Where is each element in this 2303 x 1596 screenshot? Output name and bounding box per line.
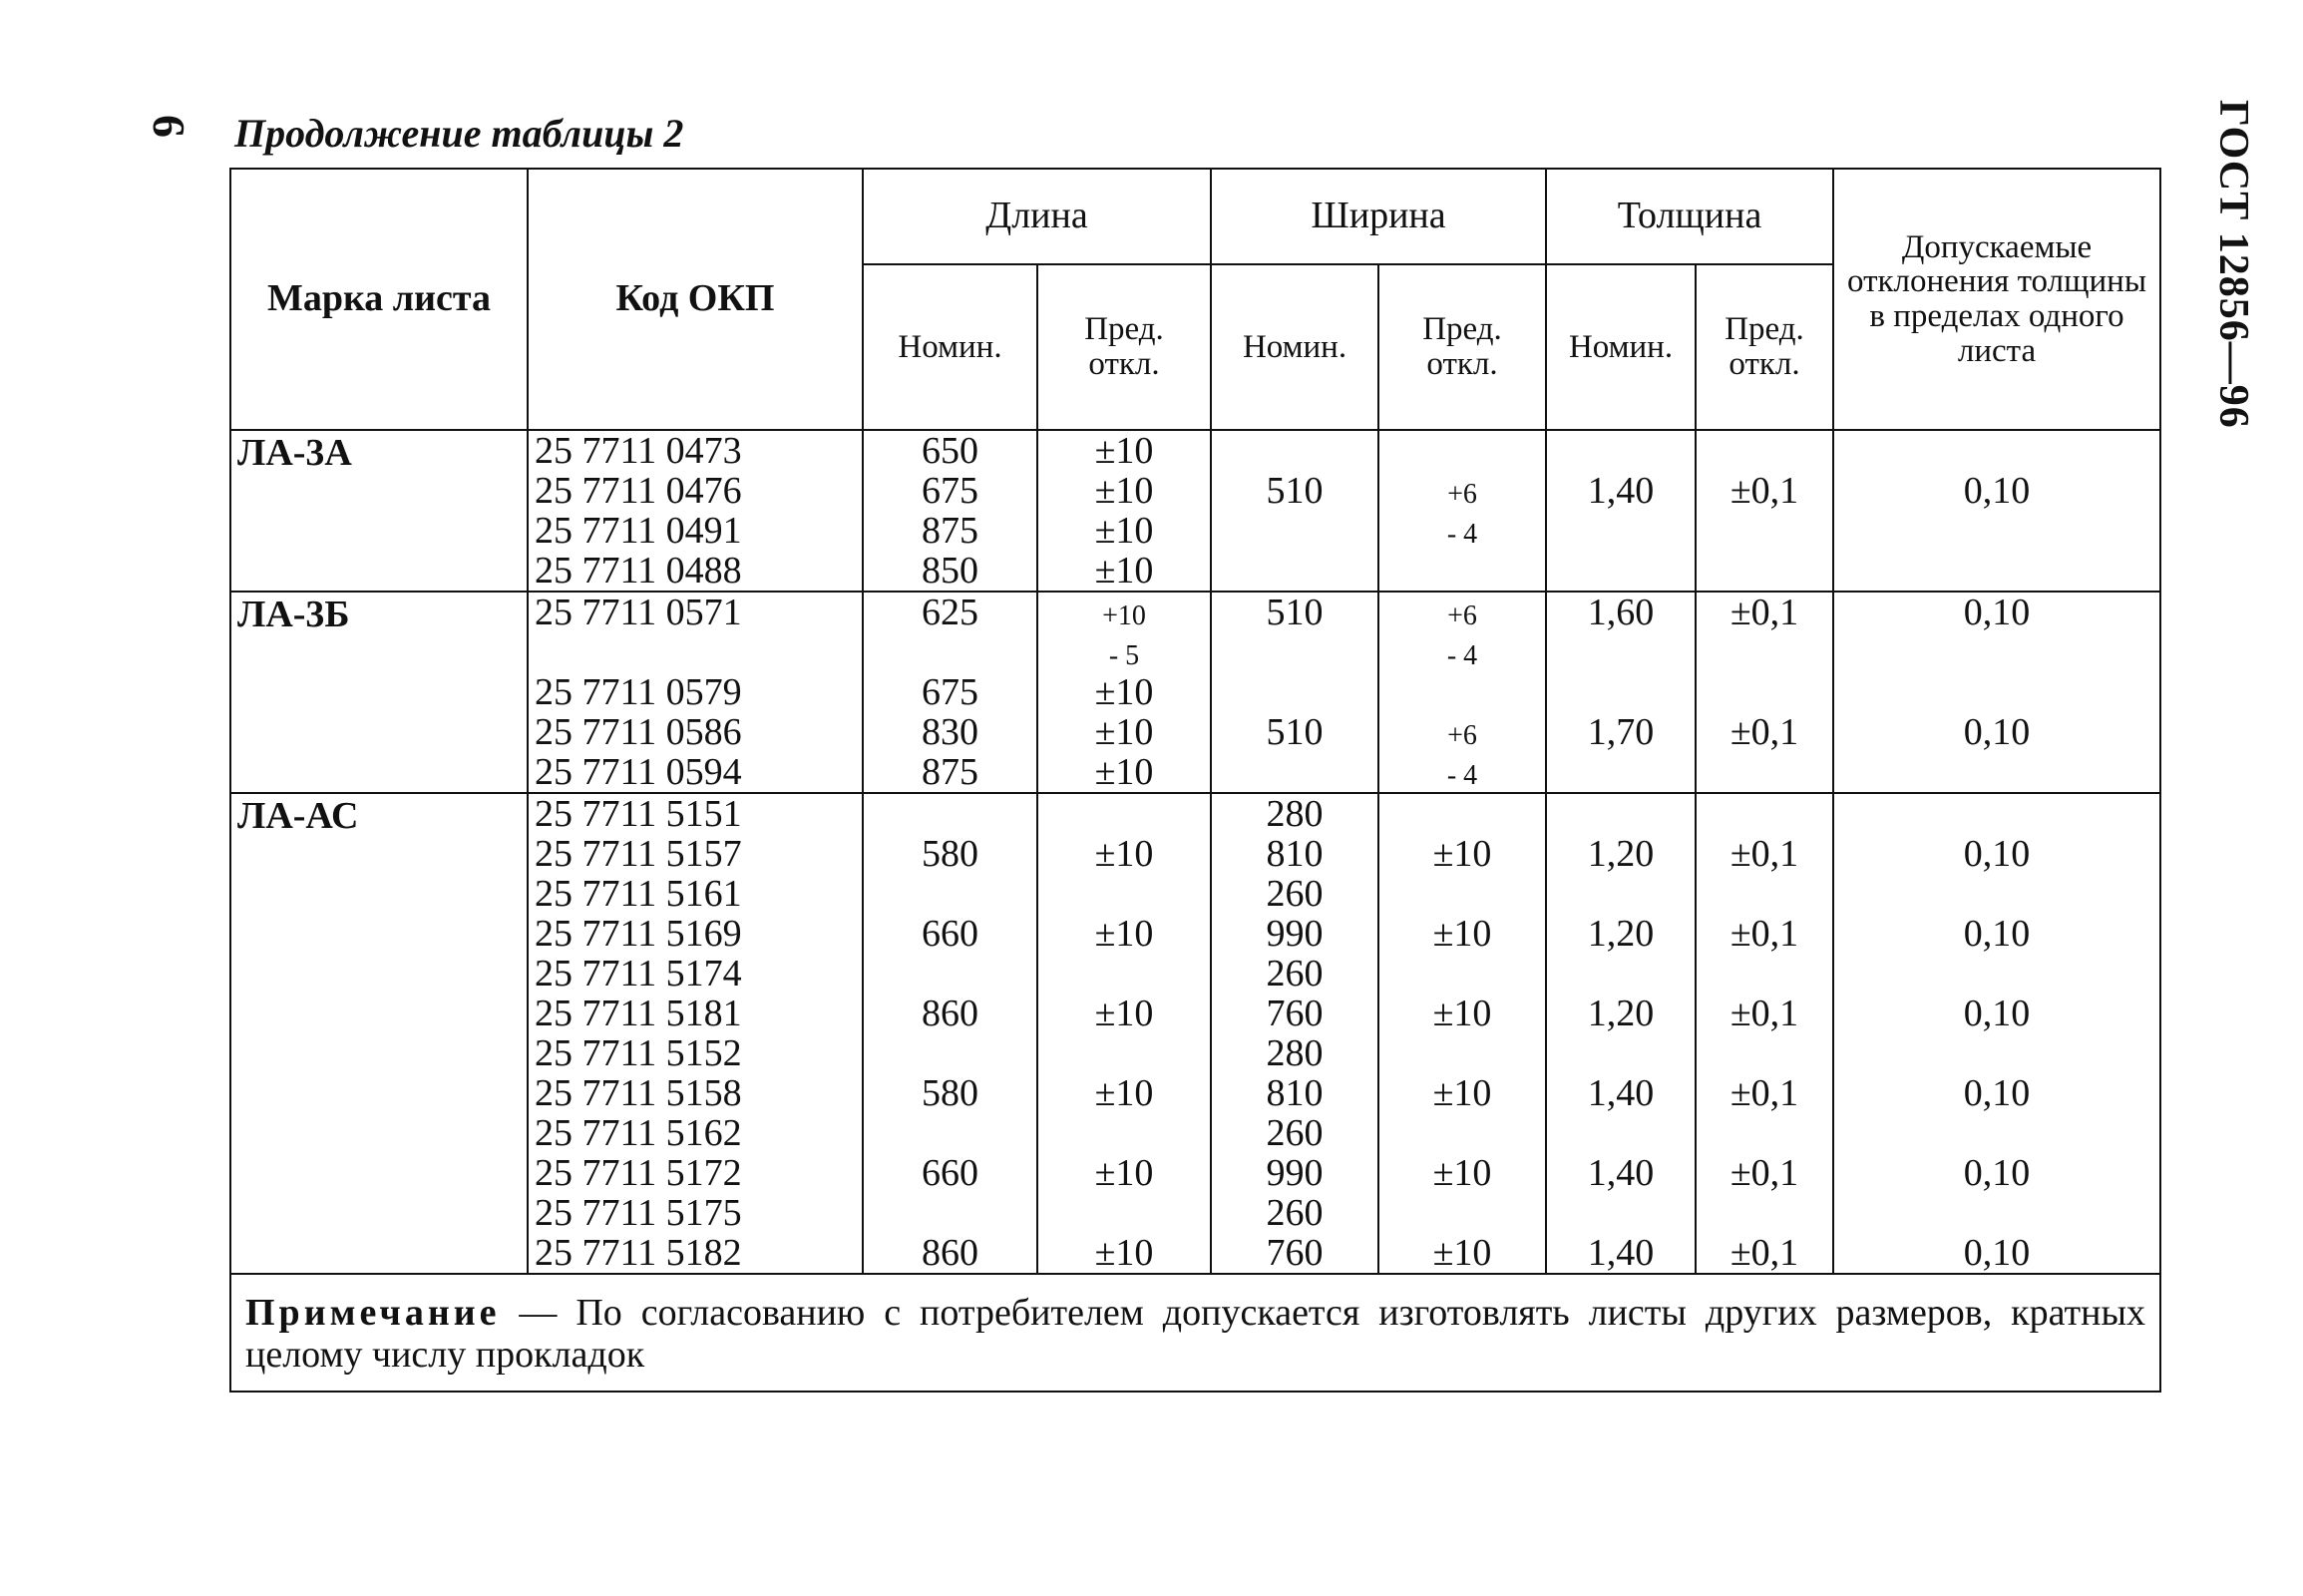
header-tolerance-line1: Пред. [1422, 311, 1502, 348]
length-tolerance: ±10 [1094, 430, 1154, 472]
okp-code: 25 7711 0571 [535, 592, 742, 633]
thickness-tolerance-cell [1696, 793, 1833, 1274]
length-nominal [870, 874, 1030, 914]
thickness-deviation: 0,10 [1963, 1232, 2031, 1274]
thickness-deviation [1840, 511, 2153, 551]
length-nominal: 850 [922, 550, 978, 592]
header-tolerance-line2: откл. [1088, 346, 1160, 382]
length-nominal: 580 [922, 1072, 978, 1114]
width-nominal: 990 [1266, 1152, 1324, 1194]
width-nominal: 810 [1266, 833, 1324, 875]
thickness-nominal [1553, 431, 1689, 471]
thickness-tolerance [1703, 752, 1826, 792]
thickness-nominal-cell [1546, 430, 1696, 592]
grade-cell: ЛА-3Б [230, 592, 528, 793]
table-row [230, 592, 2160, 793]
thickness-nominal [1553, 954, 1689, 994]
length-nominal: 675 [922, 671, 978, 713]
thickness-nominal [1553, 672, 1689, 712]
thickness-tolerance [1703, 874, 1826, 914]
header-width-nominal: Номин. [1211, 264, 1378, 430]
okp-code: 25 7711 5158 [535, 1072, 742, 1114]
okp-code-cell [528, 592, 863, 793]
thickness-deviation: 0,10 [1963, 1152, 2031, 1194]
width-nominal: 760 [1266, 1232, 1324, 1274]
length-nominal [870, 632, 1030, 672]
length-tolerance: ±10 [1094, 711, 1154, 753]
thickness-deviation-cell [1833, 793, 2160, 1274]
width-tolerance [1385, 874, 1539, 914]
header-tolerance-line2: откл. [1426, 346, 1498, 382]
tolerance-value: +6 [1447, 720, 1477, 751]
length-nominal: 875 [922, 510, 978, 552]
length-tolerance: ±10 [1094, 751, 1154, 793]
okp-code: 25 7711 0491 [535, 510, 742, 552]
header-tolerance-line1: Пред. [1725, 311, 1804, 348]
thickness-tolerance: ±0,1 [1729, 833, 1799, 875]
header-length: Длина [863, 169, 1211, 264]
header-thickness-tolerance [1696, 264, 1833, 430]
thickness-tolerance: ±0,1 [1729, 993, 1799, 1034]
grade-cell: ЛА-3А [230, 430, 528, 592]
width-tolerance [1385, 551, 1539, 591]
length-tolerance-cell [1037, 793, 1211, 1274]
length-nominal [870, 1033, 1030, 1073]
width-tolerance [1385, 954, 1539, 994]
thickness-nominal: 1,60 [1587, 592, 1655, 633]
width-nominal [1218, 551, 1371, 591]
thickness-deviation: 0,10 [1963, 711, 2031, 753]
length-tolerance-cell [1037, 430, 1211, 592]
note-text: — По согласованию с потребителем допускается изготовлять листы других размеров, кратных целому числу прокладок [245, 1292, 2146, 1376]
width-nominal: 510 [1266, 592, 1324, 633]
okp-code: 25 7711 5182 [535, 1232, 742, 1274]
okp-code: 25 7711 5172 [535, 1152, 742, 1194]
thickness-tolerance: ±0,1 [1729, 1072, 1799, 1114]
table-header [230, 169, 2160, 430]
width-nominal [1218, 672, 1371, 712]
thickness-tolerance [1703, 551, 1826, 591]
thickness-deviation [1840, 794, 2153, 834]
thickness-deviation [1840, 752, 2153, 792]
thickness-deviation: 0,10 [1963, 470, 2031, 512]
okp-code [535, 632, 856, 672]
width-nominal: 260 [1266, 873, 1324, 915]
okp-code-cell [528, 793, 863, 1274]
width-nominal: 280 [1266, 1032, 1324, 1074]
thickness-deviation [1840, 632, 2153, 672]
header-length-tolerance [1037, 264, 1211, 430]
header-width: Ширина [1211, 169, 1546, 264]
length-tolerance: ±10 [1094, 913, 1154, 955]
width-nominal: 510 [1266, 470, 1324, 512]
length-nominal [870, 794, 1030, 834]
width-tolerance [1385, 752, 1539, 792]
thickness-nominal: 1,40 [1587, 1152, 1655, 1194]
width-tolerance [1385, 511, 1539, 551]
width-nominal: 990 [1266, 913, 1324, 955]
okp-code: 25 7711 0473 [535, 430, 742, 472]
table-body [230, 430, 2160, 1274]
thickness-tolerance: ±0,1 [1729, 913, 1799, 955]
thickness-deviation [1840, 1193, 2153, 1233]
okp-code: 25 7711 0476 [535, 470, 742, 512]
thickness-deviation [1840, 1113, 2153, 1153]
width-tolerance [1385, 712, 1539, 752]
okp-code: 25 7711 5152 [535, 1032, 742, 1074]
dimensions-table [229, 168, 2161, 1393]
width-tolerance: ±10 [1432, 913, 1492, 955]
thickness-nominal [1553, 1033, 1689, 1073]
thickness-tolerance: ±0,1 [1729, 1232, 1799, 1274]
okp-code: 25 7711 5175 [535, 1192, 742, 1234]
header-code: Код ОКП [528, 169, 863, 430]
standard-label: ГОСТ 12856—96 [2210, 100, 2256, 429]
length-tolerance [1044, 1113, 1204, 1153]
length-tolerance [1044, 954, 1204, 994]
tolerance-value: - 5 [1108, 640, 1140, 671]
length-nominal [870, 1113, 1030, 1153]
header-thickness: Толщина [1546, 169, 1833, 264]
length-nominal: 660 [922, 913, 978, 955]
length-tolerance: ±10 [1094, 1072, 1154, 1114]
okp-code: 25 7711 5181 [535, 993, 742, 1034]
length-tolerance [1044, 1033, 1204, 1073]
length-nominal-cell [863, 793, 1037, 1274]
length-tolerance: ±10 [1094, 1232, 1154, 1274]
width-nominal: 810 [1266, 1072, 1324, 1114]
okp-code: 25 7711 5157 [535, 833, 742, 875]
thickness-nominal [1553, 632, 1689, 672]
width-nominal-cell [1211, 592, 1378, 793]
thickness-tolerance: ±0,1 [1729, 592, 1799, 633]
length-nominal: 860 [922, 1232, 978, 1274]
thickness-deviation [1840, 874, 2153, 914]
length-nominal: 650 [922, 430, 978, 472]
tolerance-value: +10 [1102, 600, 1146, 631]
thickness-tolerance [1703, 954, 1826, 994]
okp-code: 25 7711 0488 [535, 550, 742, 592]
width-tolerance [1385, 593, 1539, 632]
thickness-nominal: 1,20 [1587, 993, 1655, 1034]
length-nominal: 860 [922, 993, 978, 1034]
width-nominal [1218, 431, 1371, 471]
thickness-deviation: 0,10 [1963, 1072, 2031, 1114]
thickness-tolerance [1703, 1113, 1826, 1153]
thickness-nominal: 1,20 [1587, 833, 1655, 875]
length-nominal: 580 [922, 833, 978, 875]
table-row [230, 793, 2160, 1274]
header-tolerance-line2: откл. [1728, 346, 1800, 382]
length-tolerance: ±10 [1094, 550, 1154, 592]
thickness-deviation: 0,10 [1963, 913, 2031, 955]
thickness-tolerance [1703, 1193, 1826, 1233]
thickness-nominal [1553, 511, 1689, 551]
okp-code: 25 7711 0579 [535, 671, 742, 713]
width-nominal: 260 [1266, 1112, 1324, 1154]
thickness-nominal: 1,40 [1587, 1232, 1655, 1274]
thickness-nominal [1553, 551, 1689, 591]
thickness-nominal [1553, 874, 1689, 914]
okp-code: 25 7711 5169 [535, 913, 742, 955]
length-tolerance: ±10 [1094, 671, 1154, 713]
thickness-tolerance [1703, 511, 1826, 551]
length-nominal: 830 [922, 711, 978, 753]
thickness-nominal: 1,40 [1587, 1072, 1655, 1114]
width-tolerance [1385, 1033, 1539, 1073]
thickness-nominal [1553, 1193, 1689, 1233]
thickness-deviation-cell [1833, 592, 2160, 793]
okp-code: 25 7711 5151 [535, 793, 742, 835]
width-nominal [1218, 752, 1371, 792]
header-deviation: Допускаемые отклонения толщины в пределах одного листа [1833, 169, 2160, 430]
thickness-nominal-cell [1546, 793, 1696, 1274]
header-thickness-nominal: Номин. [1546, 264, 1696, 430]
thickness-tolerance [1703, 632, 1826, 672]
tolerance-value: +6 [1447, 479, 1477, 510]
width-tolerance: ±10 [1432, 1072, 1492, 1114]
header-length-nominal: Номин. [863, 264, 1037, 430]
length-tolerance [1044, 874, 1204, 914]
width-tolerance-cell [1378, 430, 1546, 592]
header-grade: Марка листа [230, 169, 528, 430]
table-note [230, 1274, 2160, 1392]
page-number: 6 [144, 115, 194, 138]
header-tolerance-line1: Пред. [1084, 311, 1164, 348]
width-tolerance: ±10 [1432, 833, 1492, 875]
thickness-nominal [1553, 752, 1689, 792]
length-nominal: 660 [922, 1152, 978, 1194]
thickness-tolerance-cell [1696, 592, 1833, 793]
tolerance-value: - 4 [1446, 519, 1478, 550]
width-tolerance: ±10 [1432, 993, 1492, 1034]
width-tolerance [1385, 794, 1539, 834]
thickness-nominal: 1,20 [1587, 913, 1655, 955]
length-tolerance [1044, 794, 1204, 834]
header-width-tolerance [1378, 264, 1546, 430]
thickness-deviation [1840, 1033, 2153, 1073]
table-caption: Продолжение таблицы 2 [234, 111, 684, 156]
length-tolerance [1044, 1193, 1204, 1233]
width-nominal-cell [1211, 793, 1378, 1274]
thickness-tolerance-cell [1696, 430, 1833, 592]
width-tolerance [1385, 632, 1539, 672]
width-tolerance [1385, 431, 1539, 471]
length-nominal [870, 954, 1030, 994]
length-tolerance: ±10 [1094, 470, 1154, 512]
length-tolerance [1044, 632, 1204, 672]
width-tolerance [1385, 1113, 1539, 1153]
width-tolerance [1385, 471, 1539, 511]
length-nominal: 875 [922, 751, 978, 793]
length-tolerance: ±10 [1094, 993, 1154, 1034]
width-tolerance-cell [1378, 592, 1546, 793]
thickness-deviation [1840, 954, 2153, 994]
thickness-tolerance [1703, 672, 1826, 712]
thickness-nominal: 1,40 [1587, 470, 1655, 512]
okp-code: 25 7711 5174 [535, 953, 742, 995]
tolerance-value: - 4 [1446, 640, 1478, 671]
thickness-deviation [1840, 551, 2153, 591]
okp-code: 25 7711 0594 [535, 751, 742, 793]
grade-cell: ЛА-АС [230, 793, 528, 1274]
okp-code: 25 7711 0586 [535, 711, 742, 753]
length-tolerance: ±10 [1094, 1152, 1154, 1194]
tolerance-value: +6 [1447, 600, 1477, 631]
tolerance-value: - 4 [1446, 760, 1478, 791]
thickness-tolerance: ±0,1 [1729, 711, 1799, 753]
length-tolerance [1044, 593, 1204, 632]
width-tolerance-cell [1378, 793, 1546, 1274]
width-tolerance [1385, 1193, 1539, 1233]
width-nominal: 760 [1266, 993, 1324, 1034]
width-nominal-cell [1211, 430, 1378, 592]
width-tolerance: ±10 [1432, 1152, 1492, 1194]
length-nominal: 625 [922, 592, 978, 633]
thickness-tolerance: ±0,1 [1729, 470, 1799, 512]
okp-code: 25 7711 5161 [535, 873, 742, 915]
width-nominal: 280 [1266, 793, 1324, 835]
width-nominal: 260 [1266, 953, 1324, 995]
width-nominal [1218, 632, 1371, 672]
thickness-tolerance [1703, 1033, 1826, 1073]
thickness-nominal [1553, 794, 1689, 834]
okp-code: 25 7711 5162 [535, 1112, 742, 1154]
thickness-nominal-cell [1546, 592, 1696, 793]
okp-code-cell [528, 430, 863, 592]
note-label: Примечание [245, 1292, 501, 1334]
length-nominal-cell [863, 592, 1037, 793]
thickness-deviation [1840, 672, 2153, 712]
thickness-tolerance [1703, 431, 1826, 471]
width-nominal [1218, 511, 1371, 551]
width-tolerance: ±10 [1432, 1232, 1492, 1274]
width-nominal: 510 [1266, 711, 1324, 753]
thickness-deviation: 0,10 [1963, 993, 2031, 1034]
thickness-deviation [1840, 431, 2153, 471]
table-row [230, 430, 2160, 592]
length-nominal: 675 [922, 470, 978, 512]
width-tolerance [1385, 672, 1539, 712]
thickness-tolerance: ±0,1 [1729, 1152, 1799, 1194]
thickness-tolerance [1703, 794, 1826, 834]
length-tolerance-cell [1037, 592, 1211, 793]
length-nominal [870, 1193, 1030, 1233]
width-nominal: 260 [1266, 1192, 1324, 1234]
thickness-deviation-cell [1833, 430, 2160, 592]
length-tolerance: ±10 [1094, 510, 1154, 552]
thickness-nominal [1553, 1113, 1689, 1153]
thickness-nominal: 1,70 [1587, 711, 1655, 753]
length-nominal-cell [863, 430, 1037, 592]
thickness-deviation: 0,10 [1963, 833, 2031, 875]
thickness-deviation: 0,10 [1963, 592, 2031, 633]
length-tolerance: ±10 [1094, 833, 1154, 875]
